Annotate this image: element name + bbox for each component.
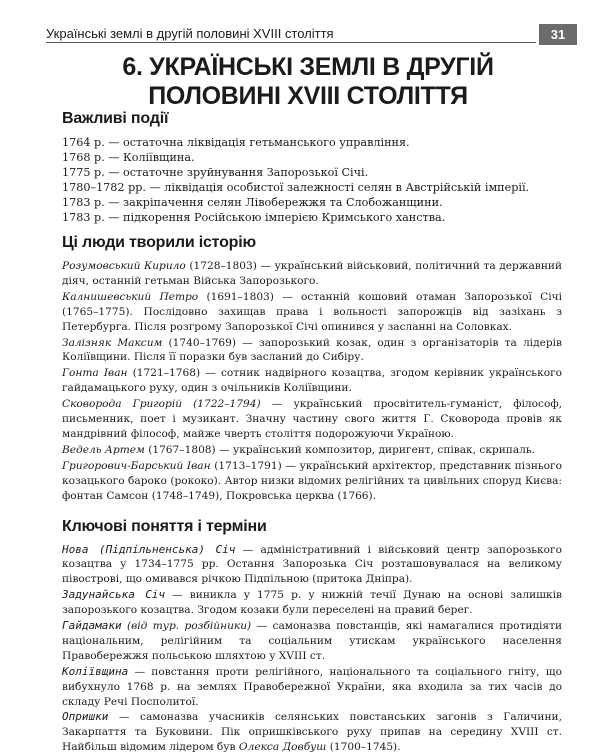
people-list [62, 259, 562, 504]
term-entry [62, 588, 562, 618]
person-description: (1728–1803) — український військовий, політичний та державний діяч, останній гетьман Війська Запорозького. [62, 260, 563, 287]
term-name: Коліївщина [62, 664, 129, 678]
person-description: — український просвітитель-гуманіст, філософ, письменник, поет і музикант. Значну частину свого життя Г. Сковорода провів як мандрівний філософ, майже чверть століття подорожуючи Україною. [62, 398, 562, 440]
person-description: (1721–1768) — сотник надвірного козацтва, згодом керівник українського гайдамацького руху, один з очільників Коліївщини. [62, 367, 563, 395]
person-entry [62, 290, 562, 335]
person-entry [62, 259, 562, 289]
person-name: Розумовський Кирило [62, 260, 186, 272]
person-description: (1691–1803) — останній кошовий отаман Запорозької Січі (1765–1775). Послідовно захищав права і вольності запорожців від зазіхань з Петербурга. Після розгрому Запорозької Січі опинився у засланні на Соловках. [62, 290, 562, 333]
person-name: Ведель Артем [62, 443, 145, 456]
term-definition: — адміністративний і військовий центр запорозького козацтва у 1734–1775 рр. Остання Запорозька Січ розташовувалася на великому півострові, що омивався річкою Підпільною (притока Дніпра). [62, 543, 562, 586]
event-item: 1783 р. — підкорення Російською імперією Кримського ханства. [62, 211, 446, 224]
header-rule [46, 42, 536, 43]
events-list [62, 135, 562, 225]
person-name: Калнишевський Петро [62, 290, 199, 303]
person-entry [62, 443, 562, 458]
term-name: Гайдамаки [62, 619, 122, 633]
chapter-title [30, 53, 586, 111]
term-name: Задунайська Січ [62, 588, 166, 602]
terms-list [62, 543, 562, 756]
event-item: 1780–1782 рр. — ліквідація особистої залежності селян в Австрійській імперії. [62, 181, 530, 194]
term-name: Опришки [62, 710, 109, 724]
term-definition: — самоназва учасників селянських повстанських загонів з Галичини, Закарпаття та Буковини. Пік опришківського руху припав на середину XVIII ст. Найбільш відомим лідером був [62, 711, 562, 754]
term-definition: — виникла у 1775 р. у нижній течії Дунаю на основі залишків запорозького козацтва. Згодом козаки були переселені на правий берег. [62, 589, 562, 617]
events-heading: Важливі події [62, 110, 169, 127]
event-item: 1775 р. — остаточне зруйнування Запорозької Січі. [62, 166, 369, 179]
term-entry [62, 665, 562, 710]
running-header [46, 24, 577, 44]
term-definition-tail: (1700–1745). [326, 741, 401, 754]
person-name: Григорович-Барський Іван [62, 459, 211, 472]
chapter-title-line-2: ПОЛОВИНІ XVIII СТОЛІТТЯ [148, 82, 468, 110]
running-title: Українські землі в другій половині XVIII століття [46, 26, 334, 41]
main-content [62, 110, 562, 756]
event-item: 1768 р. — Коліївщина. [62, 151, 195, 164]
person-entry [62, 397, 562, 442]
term-definition: — повстання проти релігійного, національного та соціального гніту, що вибухнуло 1768 р. на землях Правобережної України, яка входила за тих часів до складу Речі Посполитої. [62, 665, 562, 708]
person-entry [62, 336, 562, 366]
term-name: Нова (Підпільненська) Січ [62, 542, 236, 556]
people-heading: Ці люди творили історію [62, 234, 256, 251]
person-description: (1740–1769) — запорозький козак, один з організаторів та лідерів Коліївщини. Після її поразки був засланий до Сибіру. [62, 336, 562, 364]
person-entry [62, 459, 562, 504]
terms-heading: Ключові поняття і терміни [62, 517, 267, 535]
term-entry [62, 710, 562, 755]
chapter-title-line-1: 6. УКРАЇНСЬКІ ЗЕМЛІ В ДРУГІЙ [122, 53, 494, 81]
term-entry [62, 543, 562, 588]
term-note: (від тур. розбійники) [121, 620, 252, 633]
event-item: 1783 р. — закріпачення селян Лівобережжя та Слобожанщини. [62, 196, 443, 209]
person-name: Сковорода Григорій (1722–1794) [62, 398, 261, 411]
term-definition: — самоназва повстанців, які намагалися протидіяти національним, релігійним та соціальним утискам українського населення Правобережжя польською шляхтою у XVIII ст. [62, 620, 563, 662]
person-name: Гонта Іван [62, 367, 128, 380]
person-description: (1713–1791) — український архітектор, представник пізнього козацького бароко (рококо). Автор низки відомих релігійних та цивільних споруд Києва: фонтан Самсон (1748–1749), Покровська церква (1766). [62, 459, 562, 502]
person-name: Залізняк Максим [62, 336, 163, 349]
page-number: 31 [539, 24, 577, 45]
term-entry [62, 619, 562, 664]
person-entry [62, 366, 562, 396]
term-leader-name: Олекса Довбуш [238, 741, 327, 754]
event-item: 1764 р. — остаточна ліквідація гетьманського управління. [62, 136, 410, 149]
person-description: (1767–1808) — український композитор, диригент, співак, скрипаль. [144, 443, 536, 456]
